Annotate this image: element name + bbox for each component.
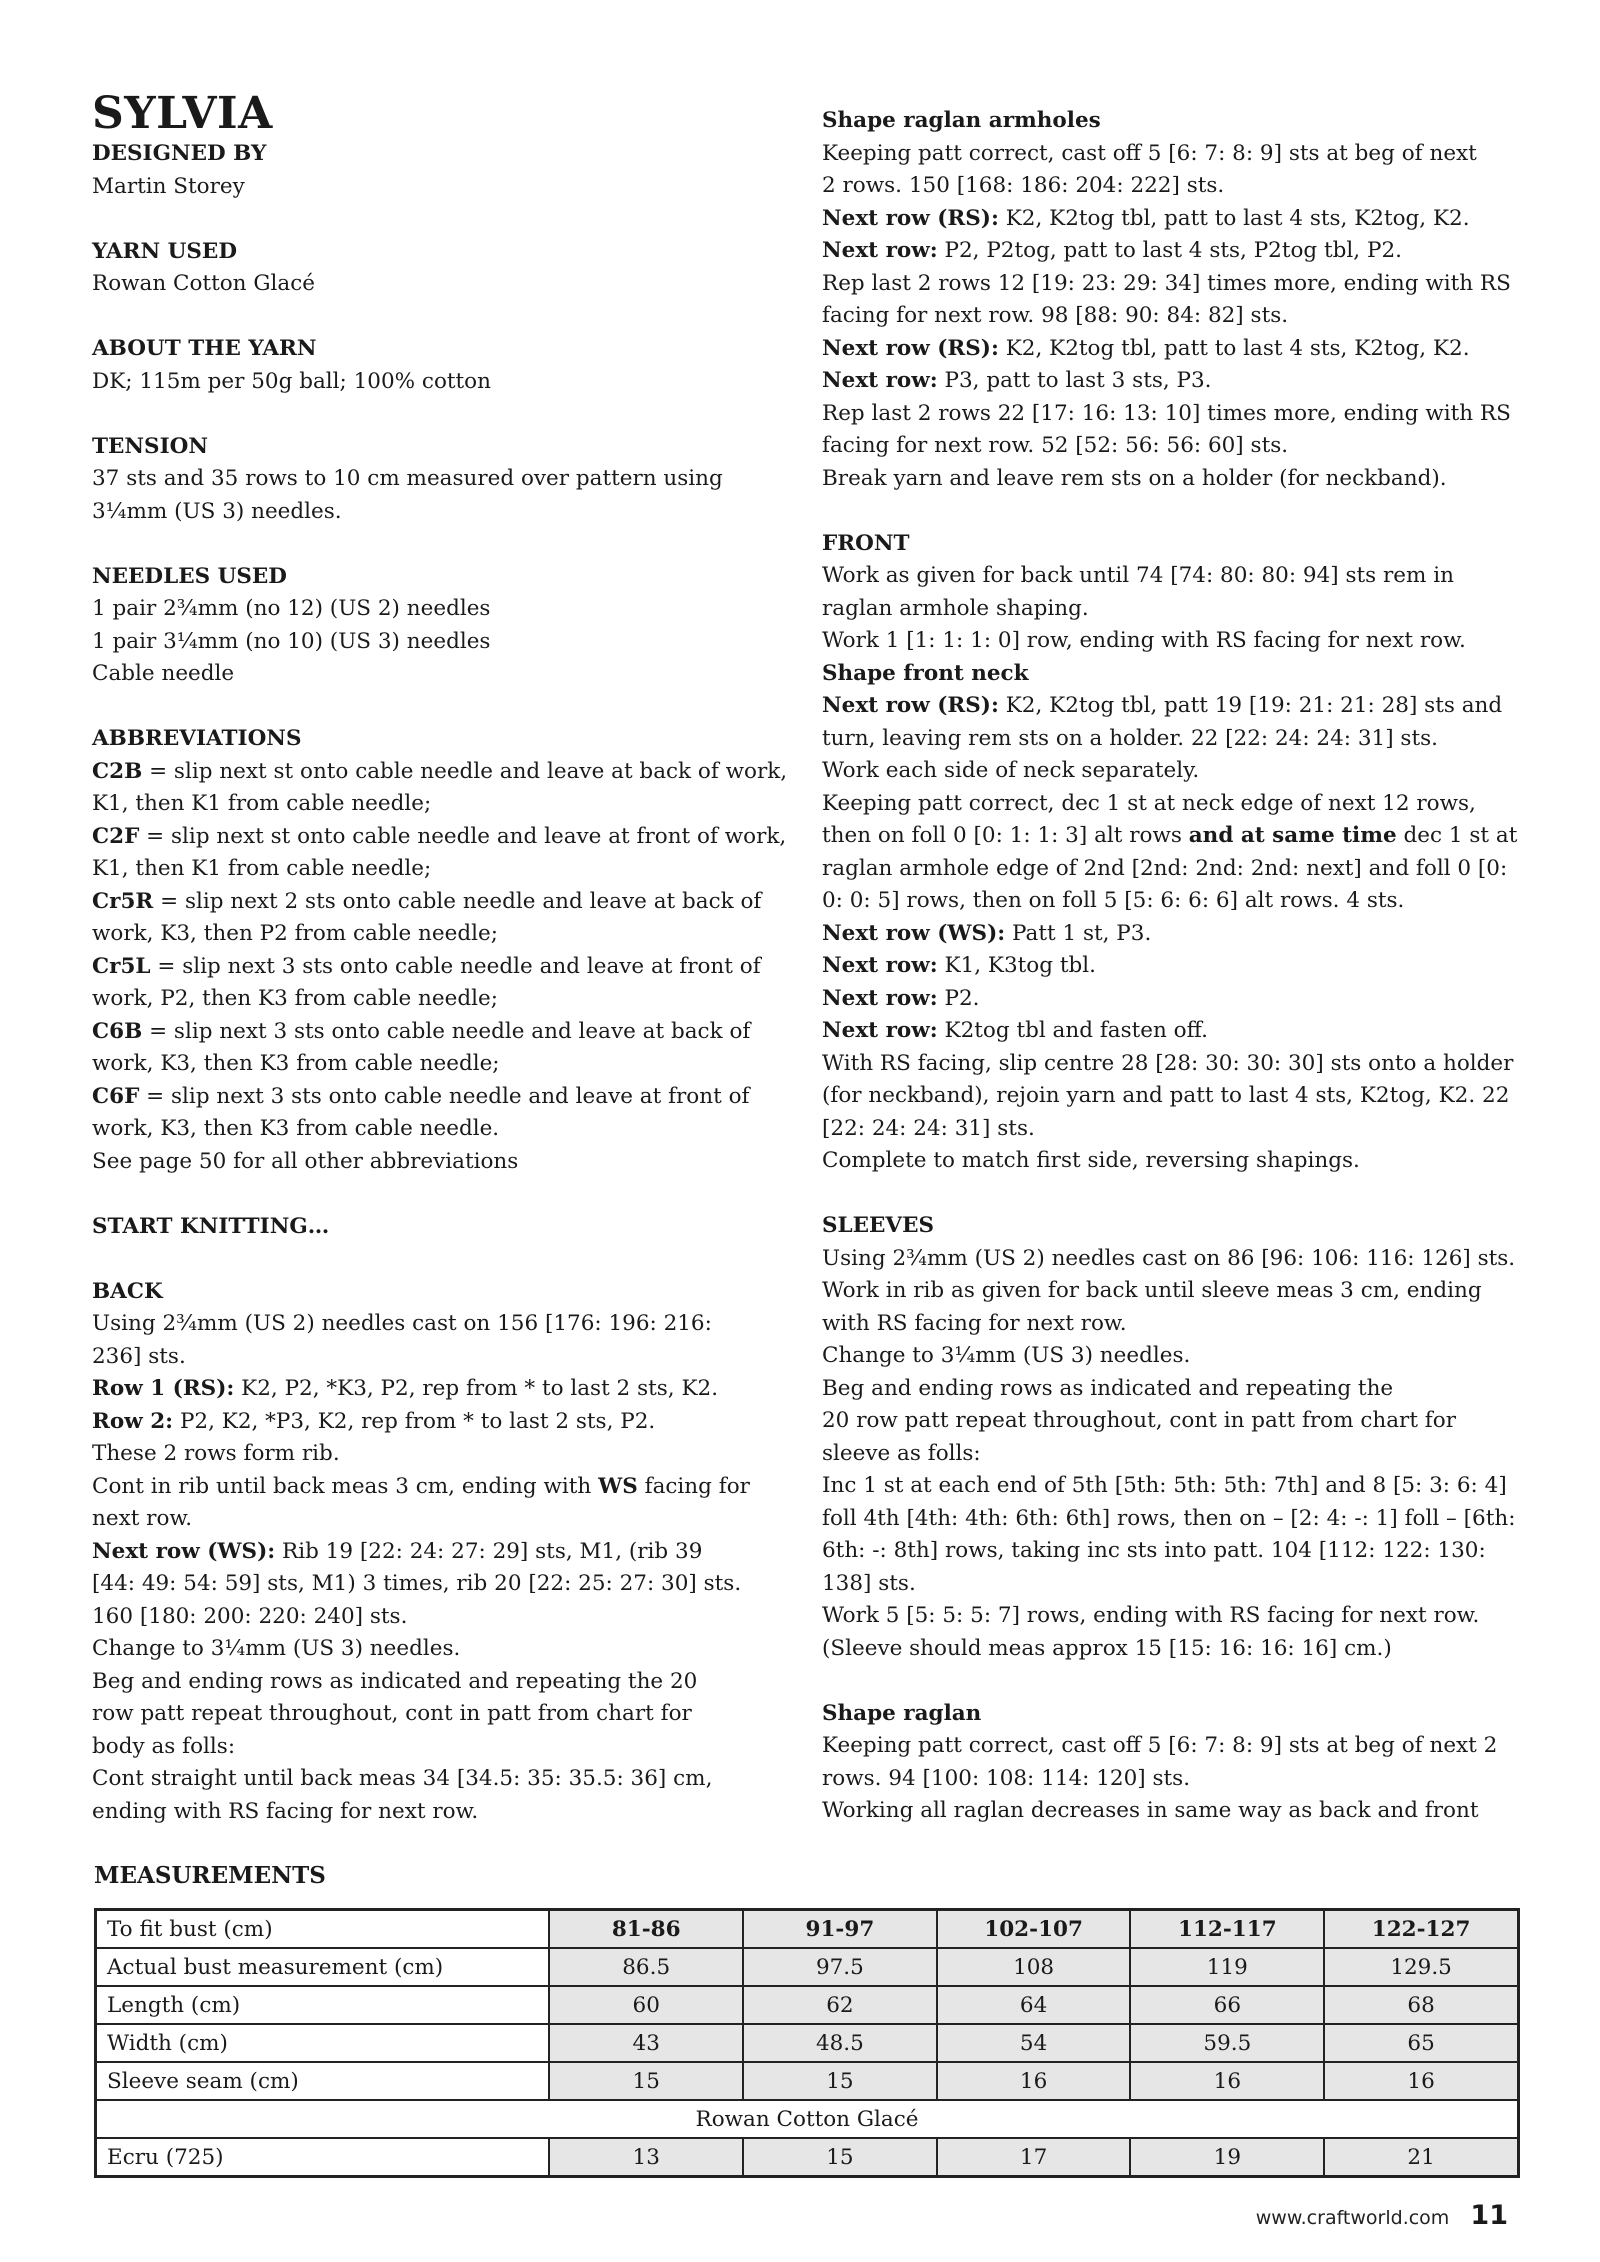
right-column	[822, 105, 1522, 1828]
back-row1: Row 1 (RS): K2, P2, *K3, P2, rep from * to last 2 sts, K2.	[92, 1376, 719, 1401]
front-line: Work 1 [1: 1: 1: 0] row, ending with RS facing for next row.	[822, 628, 1466, 653]
sleeves-line: with RS facing for next row.	[822, 1310, 1127, 1336]
abbreviation-item: C2B = slip next st onto cable needle and leave at back of work,	[92, 758, 788, 784]
front-line: With RS facing, slip centre 28 [28: 30: 30: 30] sts onto a holder	[822, 1050, 1514, 1076]
armhole-line: Break yarn and leave rem sts on a holder (for neckband).	[822, 465, 1447, 491]
designed-by-heading: DESIGNED BY	[92, 141, 267, 166]
back-line: [44: 49: 54: 59] sts, M1) 3 times, rib 20 [22: 25: 27: 30] sts.	[92, 1571, 742, 1596]
table-cell: 108	[937, 1948, 1131, 1986]
table-cell: 15	[549, 2062, 743, 2100]
abbreviation-item-cont: work, P2, then K3 from cable needle;	[92, 986, 498, 1011]
back-next-row: Next row (WS): Rib 19 [22: 24: 27: 29] sts, M1, (rib 39	[92, 1538, 703, 1564]
table-cell: 17	[937, 2138, 1131, 2177]
table-row	[96, 2100, 1519, 2138]
table-cell: 19	[1130, 2138, 1324, 2177]
page-title: SYLVIA	[92, 88, 273, 139]
table-cell: 66	[1130, 1986, 1324, 2024]
abbreviation-item: Cr5L = slip next 3 sts onto cable needle and leave at front of	[92, 953, 761, 979]
back-row2: Row 2: P2, K2, *P3, K2, rep from * to last 2 sts, P2.	[92, 1408, 656, 1434]
table-cell: 54	[937, 2024, 1131, 2062]
armhole-line: facing for next row. 98 [88: 90: 84: 82] sts.	[822, 303, 1289, 328]
measurements-table	[94, 1908, 1520, 2178]
left-column	[92, 88, 792, 1828]
front-line: then on foll 0 [0: 1: 1: 3] alt rows and at same time dec 1 st at	[822, 823, 1518, 848]
abbreviation-item-cont: work, K3, then P2 from cable needle;	[92, 921, 498, 946]
table-cell-label: Sleeve seam (cm)	[96, 2062, 550, 2100]
raglan-armholes-heading: Shape raglan armholes	[822, 108, 1101, 133]
front-line: (for neckband), rejoin yarn and patt to last 4 sts, K2tog, K2. 22	[822, 1083, 1510, 1108]
table-cell-label: To fit bust (cm)	[96, 1910, 550, 1949]
table-cell-label: Ecru (725)	[96, 2138, 550, 2177]
back-line: body as folls:	[92, 1733, 236, 1759]
table-cell: 59.5	[1130, 2024, 1324, 2062]
footer-url[interactable]: www.craftworld.com	[1255, 2207, 1450, 2229]
sleeves-line: 6th: -: 8th] rows, taking inc sts into patt. 104 [112: 122: 130:	[822, 1538, 1486, 1563]
shape-raglan-heading: Shape raglan	[822, 1700, 982, 1726]
sleeves-line: Work in rib as given for back until sleeve meas 3 cm, ending	[822, 1278, 1482, 1303]
armhole-line: Keeping patt correct, cast off 5 [6: 7: 8: 9] sts at beg of next	[822, 140, 1477, 166]
front-line: Keeping patt correct, dec 1 st at neck edge of next 12 rows,	[822, 790, 1476, 816]
table-cell: 15	[743, 2138, 937, 2177]
front-line: Complete to match first side, reversing shapings.	[822, 1148, 1360, 1173]
sleeves-line: (Sleeve should meas approx 15 [15: 16: 16: 16] cm.)	[822, 1635, 1392, 1661]
back-line: next row.	[92, 1506, 193, 1531]
needles-line: Cable needle	[92, 661, 235, 686]
needles-line: 1 pair 3¼mm (no 10) (US 3) needles	[92, 628, 491, 654]
tension-heading: TENSION	[92, 433, 209, 459]
table-cell: 91-97	[743, 1910, 937, 1949]
page-footer	[1256, 2200, 1508, 2231]
table-row	[96, 1948, 1519, 1986]
back-line: Using 2¾mm (US 2) needles cast on 156 [176: 196: 216:	[92, 1311, 712, 1336]
armhole-line: 2 rows. 150 [168: 186: 204: 222] sts.	[822, 173, 1225, 198]
table-cell: 129.5	[1324, 1948, 1518, 1986]
back-line: Cont in rib until back meas 3 cm, ending with WS facing for	[92, 1473, 750, 1499]
abbreviations-note: See page 50 for all other abbreviations	[92, 1148, 519, 1174]
front-line: Work as given for back until 74 [74: 80: 80: 94] sts rem in	[822, 563, 1454, 588]
front-line: 0: 0: 5] rows, then on foll 5 [5: 6: 6: 6] alt rows. 4 sts.	[822, 888, 1405, 913]
tension-line: 37 sts and 35 rows to 10 cm measured over pattern using	[92, 466, 723, 491]
sleeves-line: 20 row patt repeat throughout, cont in patt from chart for	[822, 1408, 1456, 1433]
table-cell: 97.5	[743, 1948, 937, 1986]
sleeves-line: Using 2¾mm (US 2) needles cast on 86 [96: 106: 116: 126] sts.	[822, 1245, 1516, 1271]
abbreviation-item-cont: K1, then K1 from cable needle;	[92, 791, 432, 816]
table-cell: 16	[1130, 2062, 1324, 2100]
back-line: Beg and ending rows as indicated and repeating the 20	[92, 1668, 698, 1694]
table-cell: 48.5	[743, 2024, 937, 2062]
sleeves-line: sleeve as folls:	[822, 1440, 981, 1466]
tension-line: 3¼mm (US 3) needles.	[92, 498, 342, 524]
yarn-row: Rowan Cotton Glacé	[96, 2100, 1519, 2138]
needles-heading: NEEDLES USED	[92, 563, 287, 589]
designer-name: Martin Storey	[92, 173, 245, 199]
armhole-next-row: Next row: P2, P2tog, patt to last 4 sts, P2tog tbl, P2.	[822, 238, 1402, 263]
about-yarn-heading: ABOUT THE YARN	[92, 336, 317, 361]
sleeves-line: Inc 1 st at each end of 5th [5th: 5th: 5th: 7th] and 8 [5: 3: 6: 4]	[822, 1473, 1507, 1498]
abbreviation-item-cont: work, K3, then K3 from cable needle;	[92, 1051, 500, 1076]
front-line: raglan armhole shaping.	[822, 595, 1089, 621]
sleeves-line: Work 5 [5: 5: 5: 7] rows, ending with RS facing for next row.	[822, 1603, 1480, 1628]
sleeves-line: foll 4th [4th: 4th: 6th: 6th] rows, then on – [2: 4: -: 1] foll – [6th:	[822, 1505, 1516, 1531]
table-cell: 43	[549, 2024, 743, 2062]
table-cell: 62	[743, 1986, 937, 2024]
about-yarn-text: DK; 115m per 50g ball; 100% cotton	[92, 368, 491, 394]
abbreviation-item-cont: work, K3, then K3 from cable needle.	[92, 1116, 500, 1141]
start-knitting-heading: START KNITTING…	[92, 1213, 330, 1239]
table-cell-label: Length (cm)	[96, 1986, 550, 2024]
armhole-next-row: Next row (RS): K2, K2tog tbl, patt to last 4 sts, K2tog, K2.	[822, 205, 1470, 231]
back-line: row patt repeat throughout, cont in patt from chart for	[92, 1701, 692, 1726]
front-next-row: Next row: K1, K3tog tbl.	[822, 953, 1096, 978]
front-neck-heading: Shape front neck	[822, 660, 1029, 686]
armhole-next-row: Next row: P3, patt to last 3 sts, P3.	[822, 368, 1212, 393]
raglan-line: Working all raglan decreases in same way as back and front	[822, 1798, 1479, 1823]
table-cell: 15	[743, 2062, 937, 2100]
front-next-row: Next row (WS): Patt 1 st, P3.	[822, 920, 1152, 946]
abbreviation-item: C2F = slip next st onto cable needle and leave at front of work,	[92, 823, 787, 849]
table-cell-label: Width (cm)	[96, 2024, 550, 2062]
sleeves-line: 138] sts.	[822, 1570, 916, 1596]
sleeves-heading: SLEEVES	[822, 1213, 935, 1238]
front-next-row: Next row (RS): K2, K2tog tbl, patt 19 [19: 21: 21: 28] sts and	[822, 693, 1503, 718]
table-row	[96, 2024, 1519, 2062]
table-row	[96, 2138, 1519, 2177]
table-cell: 16	[1324, 2062, 1518, 2100]
yarn-used-heading: YARN USED	[92, 238, 237, 264]
table-cell-label: Actual bust measurement (cm)	[96, 1948, 550, 1986]
front-line: Work each side of neck separately.	[822, 758, 1200, 783]
table-cell: 65	[1324, 2024, 1518, 2062]
front-next-row: Next row: K2tog tbl and fasten off.	[822, 1018, 1208, 1043]
back-line: 160 [180: 200: 220: 240] sts.	[92, 1603, 408, 1629]
front-line: raglan armhole edge of 2nd [2nd: 2nd: 2nd: next] and foll 0 [0:	[822, 855, 1508, 881]
back-line: ending with RS facing for next row.	[92, 1798, 479, 1824]
table-cell: 21	[1324, 2138, 1518, 2177]
sleeves-line: Beg and ending rows as indicated and repeating the	[822, 1375, 1394, 1401]
sleeves-line: Change to 3¼mm (US 3) needles.	[822, 1343, 1191, 1368]
abbreviation-item: C6B = slip next 3 sts onto cable needle and leave at back of	[92, 1018, 751, 1044]
front-next-row: Next row: P2.	[822, 985, 980, 1011]
table-cell: 122-127	[1324, 1910, 1518, 1949]
abbreviations-heading: ABBREVIATIONS	[92, 726, 302, 751]
table-cell: 112-117	[1130, 1910, 1324, 1949]
abbreviation-item: Cr5R = slip next 2 sts onto cable needle and leave at back of	[92, 888, 762, 914]
armhole-line: Rep last 2 rows 12 [19: 23: 29: 34] times more, ending with RS	[822, 270, 1511, 296]
abbreviation-item: C6F = slip next 3 sts onto cable needle and leave at front of	[92, 1083, 750, 1109]
table-cell: 60	[549, 1986, 743, 2024]
table-cell: 64	[937, 1986, 1131, 2024]
back-heading: BACK	[92, 1278, 163, 1304]
table-cell: 119	[1130, 1948, 1324, 1986]
table-cell: 68	[1324, 1986, 1518, 2024]
yarn-used-text: Rowan Cotton Glacé	[92, 271, 315, 296]
table-cell: 102-107	[937, 1910, 1131, 1949]
front-line: turn, leaving rem sts on a holder. 22 [22: 24: 24: 31] sts.	[822, 725, 1438, 751]
measurements-title: MEASUREMENTS	[94, 1862, 326, 1889]
front-heading: FRONT	[822, 530, 910, 556]
back-line: Cont straight until back meas 34 [34.5: 35: 35.5: 36] cm,	[92, 1766, 713, 1791]
raglan-line: rows. 94 [100: 108: 114: 120] sts.	[822, 1765, 1191, 1791]
back-line: Change to 3¼mm (US 3) needles.	[92, 1636, 461, 1661]
raglan-line: Keeping patt correct, cast off 5 [6: 7: 8: 9] sts at beg of next 2	[822, 1733, 1498, 1758]
front-line: [22: 24: 24: 31] sts.	[822, 1115, 1035, 1141]
abbreviation-item-cont: K1, then K1 from cable needle;	[92, 856, 432, 881]
armhole-line: Rep last 2 rows 22 [17: 16: 13: 10] times more, ending with RS	[822, 400, 1511, 426]
table-row	[96, 1986, 1519, 2024]
needles-line: 1 pair 2¾mm (no 12) (US 2) needles	[92, 596, 491, 621]
table-cell: 13	[549, 2138, 743, 2177]
armhole-next-row: Next row (RS): K2, K2tog tbl, patt to last 4 sts, K2tog, K2.	[822, 335, 1470, 361]
armhole-line: facing for next row. 52 [52: 56: 56: 60] sts.	[822, 433, 1289, 458]
page-number: 11	[1470, 2200, 1508, 2231]
table-cell: 81-86	[549, 1910, 743, 1949]
table-cell: 16	[937, 2062, 1131, 2100]
back-line: These 2 rows form rib.	[92, 1441, 340, 1466]
back-line: 236] sts.	[92, 1343, 186, 1369]
table-cell: 86.5	[549, 1948, 743, 1986]
table-row	[96, 2062, 1519, 2100]
table-row	[96, 1910, 1519, 1949]
